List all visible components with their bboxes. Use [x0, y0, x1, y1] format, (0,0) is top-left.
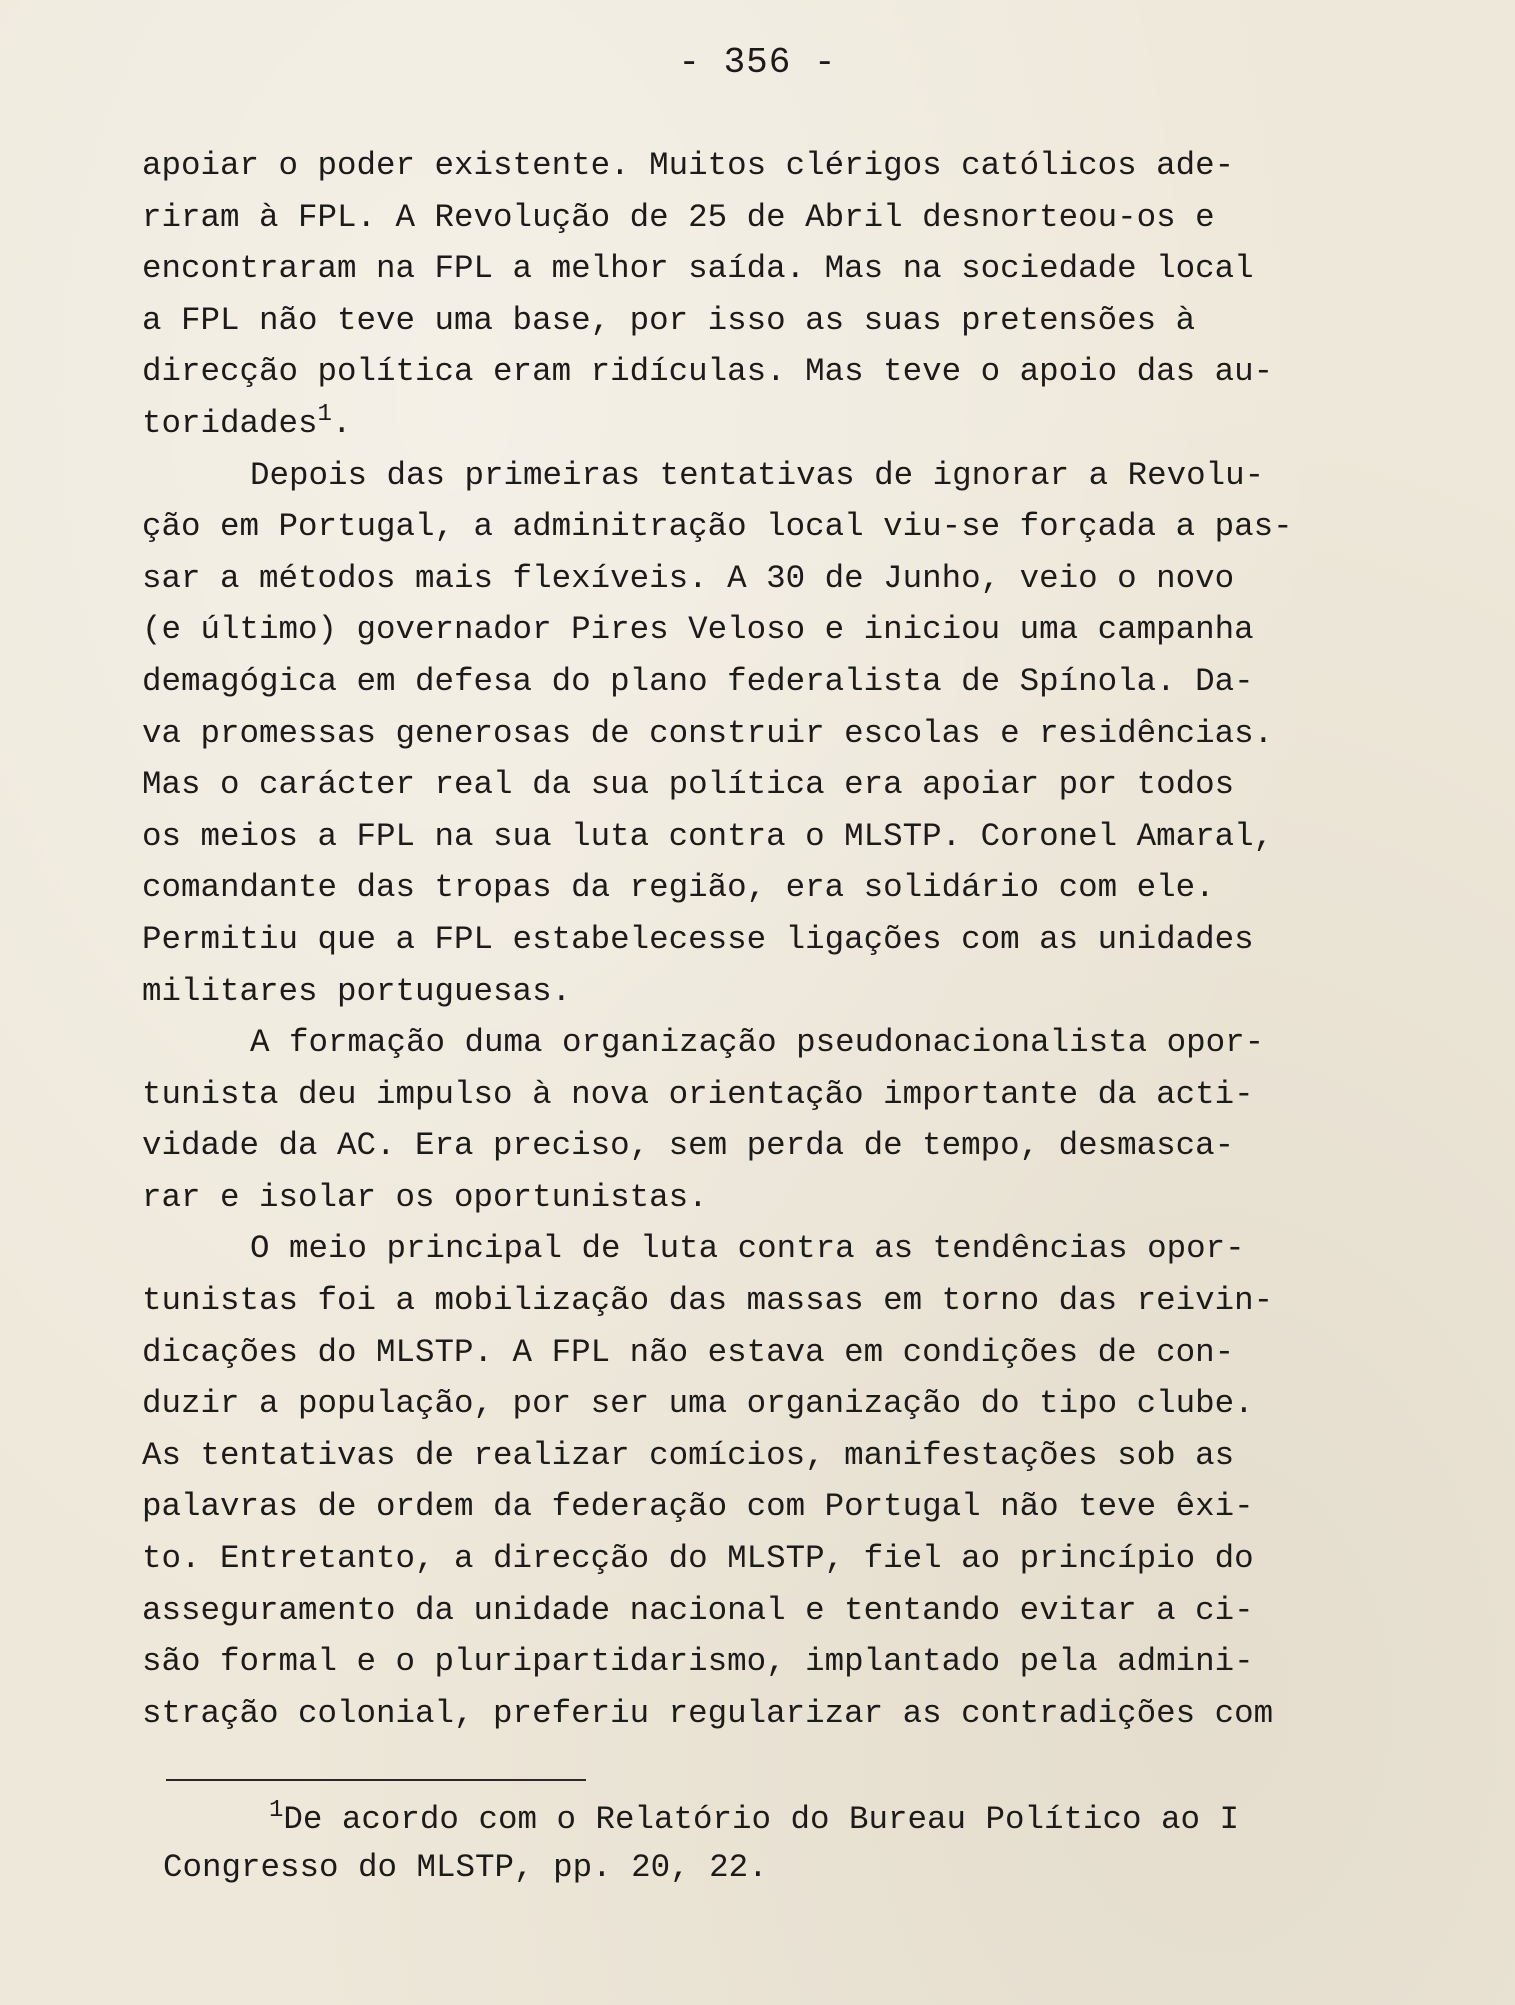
text-line: asseguramento da unidade nacional e tentando evitar a ci- [142, 1591, 1254, 1629]
body-text [142, 140, 1382, 1739]
footnote [163, 1796, 1393, 1892]
footnote-reference: 1 [317, 400, 332, 428]
text-line: a FPL não teve uma base, por isso as suas pretensões à [142, 301, 1196, 339]
footnote-text: De acordo com o Relatório do Bureau Político ao I [283, 1801, 1240, 1838]
text-line: (e último) governador Pires Veloso e iniciou uma campanha [142, 611, 1254, 649]
text-line: direcção política eram ridículas. Mas teve o apoio das au- [142, 353, 1274, 391]
text-line: Mas o carácter real da sua política era apoiar por todos [142, 766, 1235, 804]
text-line: militares portuguesas. [142, 972, 572, 1010]
text-line: Permitiu que a FPL estabelecesse ligações com as unidades [142, 920, 1254, 958]
paragraph-start: A formação duma organização pseudonacionalista opor- [250, 1024, 1265, 1062]
page-number: - 356 - [678, 42, 837, 83]
text-line: to. Entretanto, a direcção do MLSTP, fiel ao princípio do [142, 1540, 1254, 1578]
text-segment: toridades [142, 404, 318, 442]
text-line-with-footnote-ref [142, 398, 1382, 450]
text-line: tunistas foi a mobilização das massas em torno das reivin- [142, 1282, 1274, 1320]
text-line: apoiar o poder existente. Muitos clérigos católicos ade- [142, 147, 1235, 184]
text-line: vidade da AC. Era preciso, sem perda de tempo, desmasca- [142, 1127, 1235, 1165]
text-line: os meios a FPL na sua luta contra o MLSTP. Coronel Amaral, [142, 817, 1274, 855]
text-line: va promessas generosas de construir escolas e residências. [142, 714, 1274, 752]
text-line: comandante das tropas da região, era solidário com ele. [142, 869, 1215, 907]
paragraph-start: O meio principal de luta contra as tendências opor- [250, 1230, 1245, 1268]
footnote-marker: 1 [269, 1797, 284, 1824]
footnote-line: Congresso do MLSTP, pp. 20, 22. [163, 1849, 768, 1886]
text-line: ção em Portugal, a adminitração local viu-se forçada a pas- [142, 508, 1293, 546]
text-line: sar a métodos mais flexíveis. A 30 de Junho, veio o novo [142, 559, 1235, 597]
text-segment: . [331, 404, 352, 442]
text-line: são formal e o pluripartidarismo, implantado pela admini- [142, 1643, 1254, 1681]
footnote-divider [166, 1779, 586, 1781]
text-line: As tentativas de realizar comícios, manifestações sob as [142, 1436, 1235, 1474]
text-line: palavras de ordem da federação com Portugal não teve êxi- [142, 1488, 1254, 1526]
paragraph-start: Depois das primeiras tentativas de ignorar a Revolu- [250, 456, 1265, 494]
text-line: encontraram na FPL a melhor saída. Mas na sociedade local [142, 250, 1254, 288]
text-line: dicações do MLSTP. A FPL não estava em condições de con- [142, 1333, 1235, 1371]
text-line: duzir a população, por ser uma organização do tipo clube. [142, 1385, 1254, 1423]
footnote-line [163, 1796, 1393, 1844]
text-line: stração colonial, preferiu regularizar as contradições com [142, 1694, 1274, 1732]
text-line: riram à FPL. A Revolução de 25 de Abril desnorteou-os e [142, 198, 1215, 236]
text-line: rar e isolar os oportunistas. [142, 1178, 708, 1216]
text-line: tunista deu impulso à nova orientação importante da acti- [142, 1075, 1254, 1113]
text-line: demagógica em defesa do plano federalista de Spínola. Da- [142, 662, 1254, 700]
